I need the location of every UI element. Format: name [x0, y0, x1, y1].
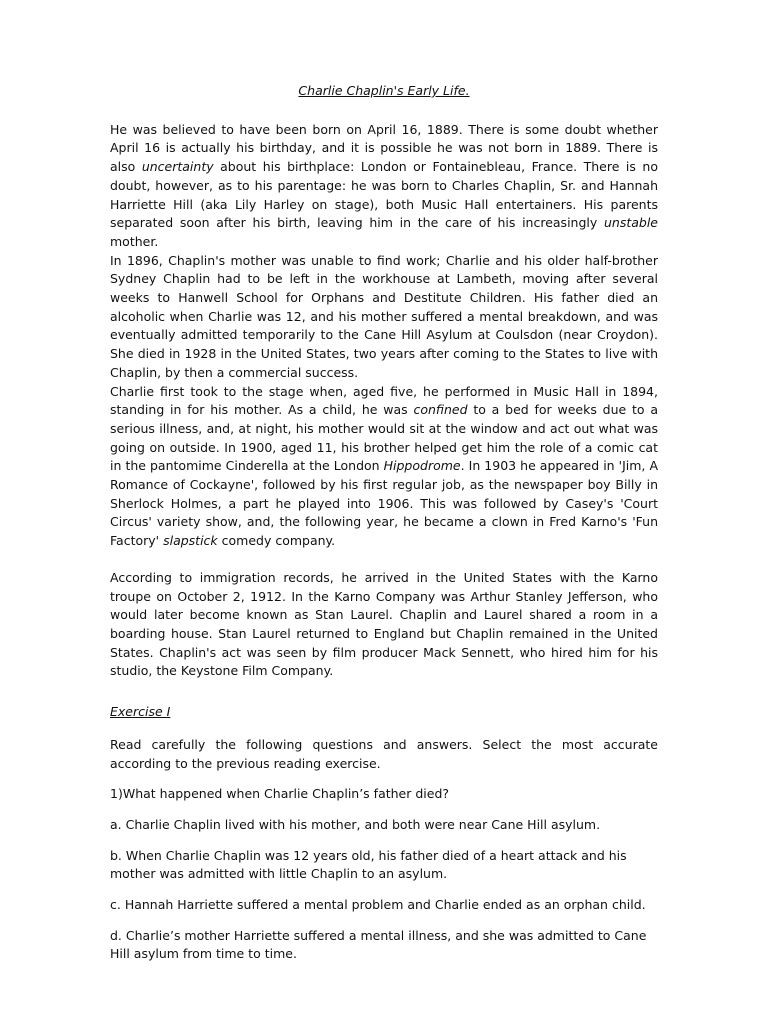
text-run: to a bed for weeks due to a serious illness, and, at night, his mother would sit at the window and act out what was going on outside. In 1900, aged 11, his brother helped get him the role of a comic cat in the pantomime Cinderella at the London [110, 402, 659, 474]
question-1: 1)What happened when Charlie Chaplin’s father died? [110, 786, 450, 802]
paragraph-immigration: According to immigration records, he arrived in the United States with the Karno troupe on October 2, 1912. In the Karno Company was Arthur Stanley Jefferson, who would later become known as Stan Laurel. Chaplin and Laurel shared a room in a boarding house. Stan Laurel returned to England but Chaplin remained in the United States. Chaplin's act was seen by film producer Mack Sennett, who hired him for his studio, the Keystone Film Company. [110, 569, 658, 679]
answer-option-d[interactable]: d. Charlie’s mother Harriette suffered a mental illness, and she was admitted to Cane Hill asylum from time to time. [110, 927, 647, 962]
paragraph-stage [110, 383, 658, 551]
exercise-instructions: Read carefully the following questions and answers. Select the most accurate according to the previous reading exercise. [110, 736, 658, 771]
paragraph-1896: In 1896, Chaplin's mother was unable to find work; Charlie and his older half-brother Sydney Chaplin had to be left in the workhouse at Lambeth, moving after several weeks to Hanwell School for Orphans and Destitute Children. His father died an alcoholic when Charlie was 12, and his mother suffered a mental breakdown, and was eventually admitted temporarily to the Cane Hill Asylum at Coulsdon (near Croydon). She died in 1928 in the United States, two years after coming to the States to live with Chaplin, by then a commercial success. [110, 252, 658, 380]
document-title: Charlie Chaplin's Early Life. [298, 83, 470, 98]
answer-option-c[interactable]: c. Hannah Harriette suffered a mental problem and Charlie ended as an orphan child. [110, 897, 646, 913]
emphasis-confined: confined [413, 402, 468, 418]
exercise-heading: Exercise I [110, 704, 171, 720]
emphasis-unstable: unstable [603, 215, 658, 231]
text-run: mother. [110, 233, 159, 249]
text-run: about his birthplace: London or Fontainebleau, France. There is no doubt, however, as to his parentage: he was born to Charles Chaplin, Sr. and Hannah Harriette Hill (aka Lily Harley on stage), both Music Hall entertainers. His parents separated soon after his birth, leaving him in the care of his increasingly [110, 159, 658, 231]
emphasis-hippodrome: Hippodrome [383, 458, 461, 474]
paragraph-birth [110, 121, 658, 252]
emphasis-slapstick: slapstick [163, 533, 218, 549]
text-run: Charlie first took to the stage when, aged five, he performed in Music Hall in 1894, standing in for his mother. As a child, he was [110, 383, 658, 418]
text-run: comedy company. [217, 533, 336, 549]
answer-option-b[interactable]: b. When Charlie Chaplin was 12 years old, his father died of a heart attack and his mother was admitted with little Chaplin to an asylum. [110, 847, 627, 882]
text-run: . In 1903 he appeared in 'Jim, A Romance of Cockayne', followed by his first regular job, as the newspaper boy Billy in Sherlock Holmes, a part he played into 1906. This was followed by Casey's 'Court Circus' variety show, and, the following year, he became a clown in Fred Karno's 'Fun Factory' [110, 458, 658, 549]
emphasis-uncertainty: uncertainty [141, 159, 214, 175]
text-run: He was believed to have been born on April 16, 1889. There is some doubt whether April 16 is actually his birthday, and it is possible he was not born in 1889. There is also [110, 121, 658, 175]
answer-option-a[interactable]: a. Charlie Chaplin lived with his mother, and both were near Cane Hill asylum. [110, 816, 601, 832]
